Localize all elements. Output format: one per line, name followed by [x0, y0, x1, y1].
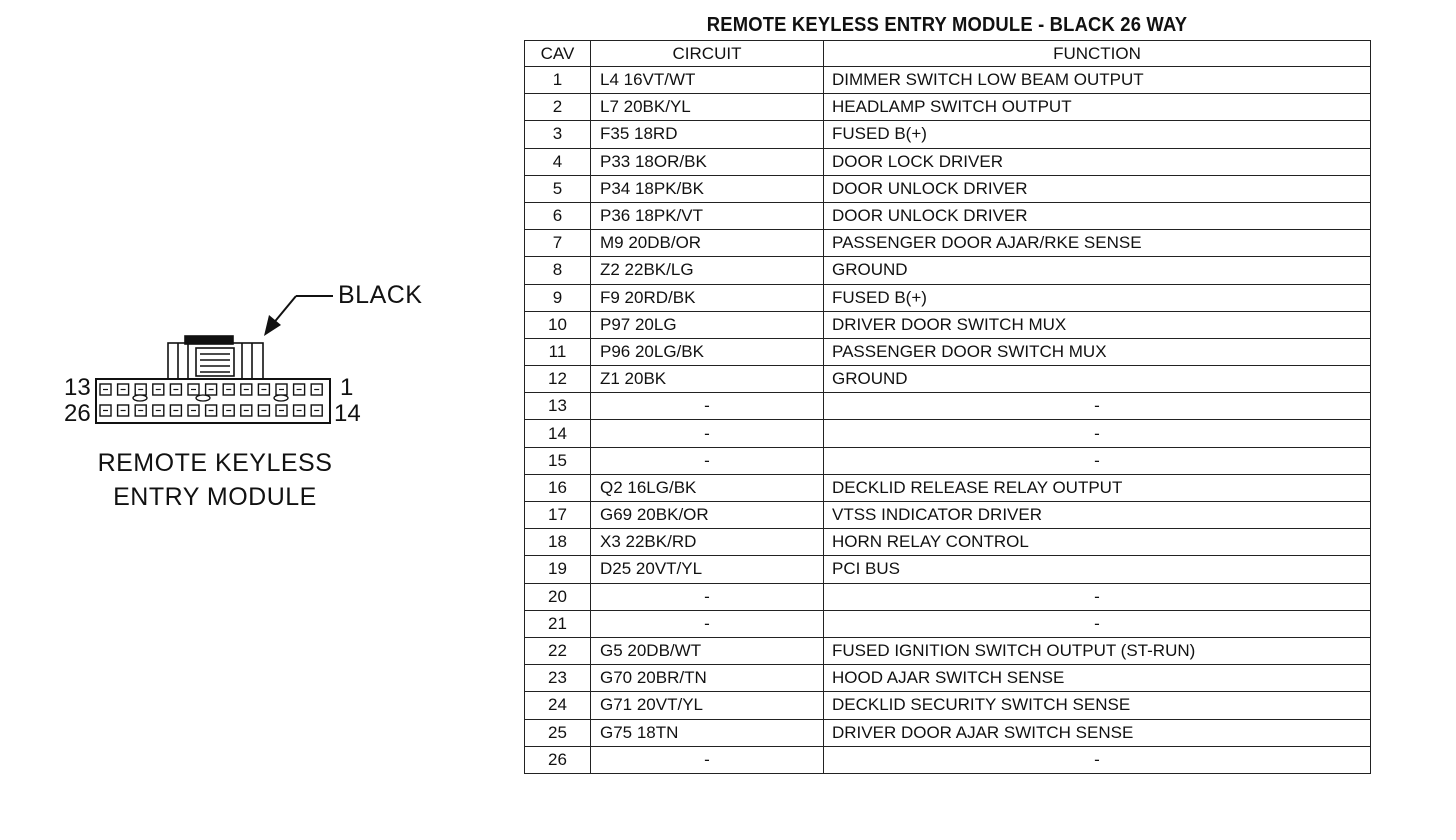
pin-label-13: 13 — [64, 374, 91, 401]
circuit-cell: Z1 20BK — [591, 366, 824, 393]
circuit-cell: - — [591, 610, 824, 637]
table-row — [525, 284, 1371, 311]
circuit-cell: P33 18OR/BK — [591, 148, 824, 175]
cav-cell: 12 — [525, 366, 591, 393]
function-cell: DOOR UNLOCK DRIVER — [824, 202, 1371, 229]
circuit-cell: L7 20BK/YL — [591, 94, 824, 121]
circuit-cell: G69 20BK/OR — [591, 502, 824, 529]
circuit-cell: P97 20LG — [591, 311, 824, 338]
function-cell: FUSED B(+) — [824, 121, 1371, 148]
function-cell: HOOD AJAR SWITCH SENSE — [824, 665, 1371, 692]
cav-cell: 1 — [525, 67, 591, 94]
table-row — [525, 311, 1371, 338]
cav-cell: 25 — [525, 719, 591, 746]
module-caption — [40, 446, 390, 514]
connector-color-label: BLACK — [338, 281, 423, 309]
table-row — [525, 583, 1371, 610]
table-row — [525, 719, 1371, 746]
function-cell: PASSENGER DOOR AJAR/RKE SENSE — [824, 230, 1371, 257]
circuit-cell: Z2 22BK/LG — [591, 257, 824, 284]
table-row — [525, 338, 1371, 365]
connector-lock-housing — [168, 336, 263, 379]
cav-cell: 21 — [525, 610, 591, 637]
cav-cell: 23 — [525, 665, 591, 692]
function-cell: DRIVER DOOR SWITCH MUX — [824, 311, 1371, 338]
cav-cell: 7 — [525, 230, 591, 257]
circuit-cell: G70 20BR/TN — [591, 665, 824, 692]
header-function: FUNCTION — [824, 41, 1371, 67]
connector-diagram — [0, 0, 520, 840]
circuit-cell: Q2 16LG/BK — [591, 474, 824, 501]
function-cell: DRIVER DOOR AJAR SWITCH SENSE — [824, 719, 1371, 746]
circuit-cell: M9 20DB/OR — [591, 230, 824, 257]
cav-cell: 24 — [525, 692, 591, 719]
table-row — [525, 148, 1371, 175]
table-row — [525, 393, 1371, 420]
header-cav: CAV — [525, 41, 591, 67]
function-cell: FUSED IGNITION SWITCH OUTPUT (ST-RUN) — [824, 637, 1371, 664]
circuit-cell: - — [591, 393, 824, 420]
cav-cell: 26 — [525, 746, 591, 773]
cav-cell: 2 — [525, 94, 591, 121]
header-circuit: CIRCUIT — [591, 41, 824, 67]
function-cell: DECKLID SECURITY SWITCH SENSE — [824, 692, 1371, 719]
function-cell: PASSENGER DOOR SWITCH MUX — [824, 338, 1371, 365]
keying-bump — [274, 395, 288, 401]
keying-bump — [196, 395, 210, 401]
table-row — [525, 94, 1371, 121]
cav-cell: 20 — [525, 583, 591, 610]
circuit-cell: - — [591, 583, 824, 610]
table-row — [525, 230, 1371, 257]
circuit-cell: P34 18PK/BK — [591, 175, 824, 202]
cav-cell: 18 — [525, 529, 591, 556]
circuit-cell: - — [591, 420, 824, 447]
function-cell: GROUND — [824, 366, 1371, 393]
table-row — [525, 692, 1371, 719]
circuit-cell: G75 18TN — [591, 719, 824, 746]
table-row — [525, 447, 1371, 474]
cav-cell: 5 — [525, 175, 591, 202]
table-row — [525, 257, 1371, 284]
table-row — [525, 665, 1371, 692]
cav-cell: 4 — [525, 148, 591, 175]
function-cell: GROUND — [824, 257, 1371, 284]
cav-cell: 22 — [525, 637, 591, 664]
circuit-cell: - — [591, 447, 824, 474]
cav-cell: 14 — [525, 420, 591, 447]
function-cell: - — [824, 583, 1371, 610]
circuit-cell: F9 20RD/BK — [591, 284, 824, 311]
table-row — [525, 420, 1371, 447]
circuit-cell: F35 18RD — [591, 121, 824, 148]
cav-cell: 6 — [525, 202, 591, 229]
table-row — [525, 67, 1371, 94]
function-cell: HEADLAMP SWITCH OUTPUT — [824, 94, 1371, 121]
module-caption-line1: REMOTE KEYLESS — [97, 449, 333, 477]
cav-cell: 13 — [525, 393, 591, 420]
table-title: REMOTE KEYLESS ENTRY MODULE - BLACK 26 WAY — [706, 14, 1188, 36]
pin-label-1: 1 — [340, 374, 354, 401]
pin-label-14: 14 — [334, 400, 361, 427]
function-cell: DECKLID RELEASE RELAY OUTPUT — [824, 474, 1371, 501]
table-row — [525, 502, 1371, 529]
function-cell: DOOR LOCK DRIVER — [824, 148, 1371, 175]
function-cell: PCI BUS — [824, 556, 1371, 583]
function-cell: - — [824, 447, 1371, 474]
circuit-cell: P36 18PK/VT — [591, 202, 824, 229]
pin-label-26: 26 — [64, 400, 91, 427]
cav-cell: 8 — [525, 257, 591, 284]
circuit-cell: P96 20LG/BK — [591, 338, 824, 365]
function-cell: - — [824, 393, 1371, 420]
circuit-cell: D25 20VT/YL — [591, 556, 824, 583]
table-row — [525, 202, 1371, 229]
cav-cell: 10 — [525, 311, 591, 338]
table-header-row — [525, 41, 1371, 67]
cav-cell: 19 — [525, 556, 591, 583]
circuit-cell: G5 20DB/WT — [591, 637, 824, 664]
table-row — [525, 610, 1371, 637]
function-cell: - — [824, 746, 1371, 773]
function-cell: HORN RELAY CONTROL — [824, 529, 1371, 556]
function-cell: DIMMER SWITCH LOW BEAM OUTPUT — [824, 67, 1371, 94]
circuit-cell: L4 16VT/WT — [591, 67, 824, 94]
table-row — [525, 474, 1371, 501]
table-row — [525, 175, 1371, 202]
function-cell: FUSED B(+) — [824, 284, 1371, 311]
keying-bump — [133, 395, 147, 401]
cav-cell: 16 — [525, 474, 591, 501]
table-row — [525, 366, 1371, 393]
table-row — [525, 529, 1371, 556]
cav-cell: 3 — [525, 121, 591, 148]
circuit-cell: X3 22BK/RD — [591, 529, 824, 556]
function-cell: VTSS INDICATOR DRIVER — [824, 502, 1371, 529]
cav-cell: 17 — [525, 502, 591, 529]
function-cell: - — [824, 420, 1371, 447]
cav-cell: 9 — [525, 284, 591, 311]
pinout-table — [524, 40, 1371, 774]
table-row — [525, 637, 1371, 664]
table-row — [525, 121, 1371, 148]
table-row — [525, 746, 1371, 773]
circuit-cell: G71 20VT/YL — [591, 692, 824, 719]
function-cell: DOOR UNLOCK DRIVER — [824, 175, 1371, 202]
function-cell: - — [824, 610, 1371, 637]
table-row — [525, 556, 1371, 583]
cav-cell: 15 — [525, 447, 591, 474]
module-caption-line2: ENTRY MODULE — [113, 483, 317, 511]
cav-cell: 11 — [525, 338, 591, 365]
circuit-cell: - — [591, 746, 824, 773]
leader-arrow — [264, 296, 333, 336]
